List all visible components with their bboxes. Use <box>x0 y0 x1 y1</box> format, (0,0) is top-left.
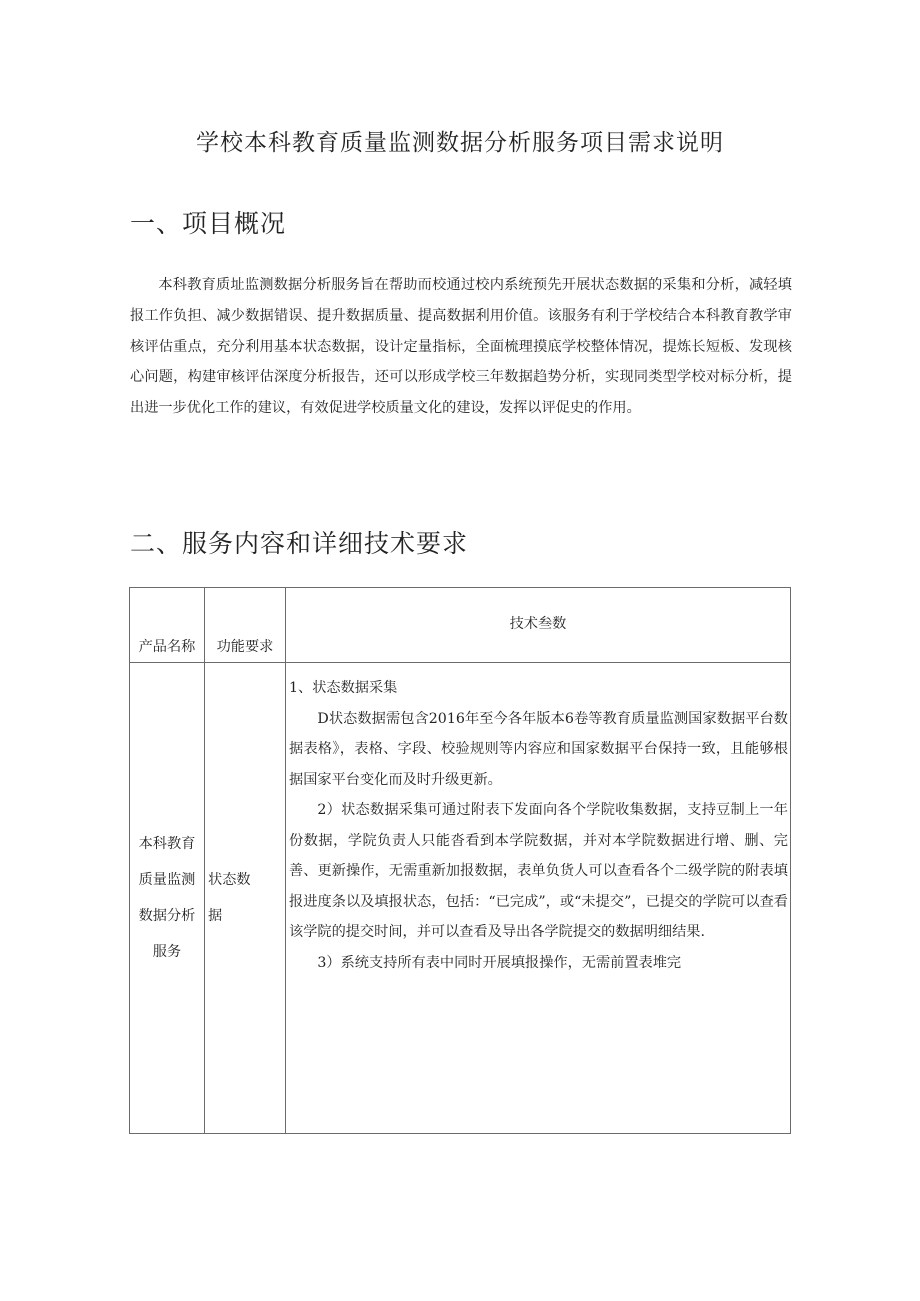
header-function-requirement: 功能要求 <box>205 588 286 663</box>
tech-point-1: D状态数据需包含2016年至今各年版本6卷等教育质量监测国家数据平台数据表格》，表格、字段、校验规则等内容应和国家数据平台保持一致，且能够根据国家平台变化而及时升级更新。 <box>289 710 788 788</box>
function-line: 状态数 <box>208 872 251 888</box>
tech-point-2: 2）状态数据采集可通过附表下发面向各个学院收集数据，支持豆制上一年份数据，学院负责人只能沓看到本学院数据，并对本学院数据进行增、删、完善、更新操作，无需重新加报数据，表单负货人可以查看各个二级学院的附表填报进度条以及填报状态，包括：“已完成”，或“未提交”，已提交的学院可以查看该学院的提交时间，并可以查看及导出各学院提交的数据明细结果. <box>289 802 788 940</box>
section-heading-overview: 一、项目概况 <box>130 209 287 238</box>
cell-product-name <box>130 663 205 1134</box>
product-name-line: 质量监测 <box>138 872 196 888</box>
cell-function-requirement <box>205 663 286 1134</box>
tech-item-title: 1、状态数据采集 <box>289 680 398 696</box>
tech-point-3: 3）系统支持所有表中同时开展填报操作，无需前置表堆完 <box>317 954 682 971</box>
product-name-line: 数据分析 <box>138 908 196 924</box>
header-technical-parameters-label: 技术叁数 <box>509 616 567 632</box>
function-line: 据 <box>208 908 223 924</box>
requirements-table <box>129 587 791 1134</box>
header-product-name: 产品名称 <box>130 588 205 663</box>
product-name-line: 服务 <box>152 944 182 960</box>
product-name-line: 本科教育 <box>138 836 196 852</box>
document-title: 学校本科教育质量监测数据分析服务项目需求说明 <box>196 130 724 156</box>
section-heading-services: 二、服务内容和详细技术要求 <box>130 529 469 558</box>
overview-paragraph: 本科教育质址监测数据分析服务旨在帮助而校通过校内系统预先开展状态数据的采集和分析，减轻填报工作负担、减少数据错误、提升数据质量、提高数据利用价值。该服务有利于学校结合本科教育教学审核评估重点，充分利用基本状态数据，设计定量指标，全面梳理摸底学校整体情况，提炼长短板、发现核心问题，构建审核评估深度分析报告，还可以形成学校三年数据趋势分析，实现同类型学校对标分析，提出进一步优化工作的建议，有效促进学校质量文化的建设，发挥以评促史的作用。 <box>130 277 792 417</box>
table-row <box>130 663 791 1134</box>
cell-technical-parameters <box>286 663 791 1134</box>
table-header-row <box>130 588 791 663</box>
header-technical-parameters <box>286 588 791 663</box>
